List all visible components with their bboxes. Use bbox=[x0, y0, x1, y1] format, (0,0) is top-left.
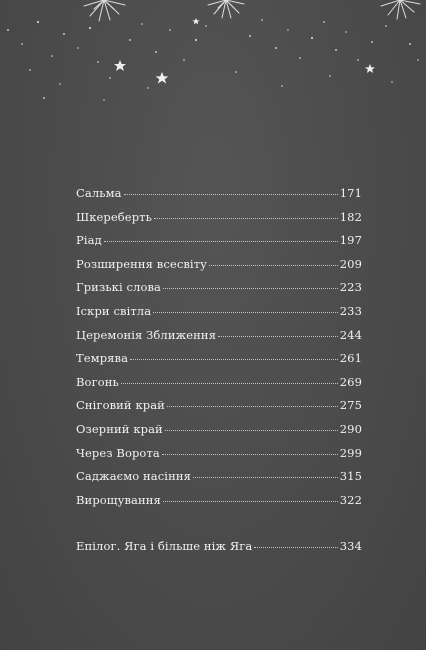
toc-title: Саджаємо насіння bbox=[76, 469, 191, 484]
toc-title: Через Ворота bbox=[76, 445, 160, 460]
toc-page-number: 299 bbox=[339, 445, 362, 460]
toc-page-number: 223 bbox=[339, 280, 362, 295]
toc-entry bbox=[76, 469, 362, 493]
dot-leader bbox=[165, 430, 338, 431]
dot-leader bbox=[209, 265, 338, 266]
dot-leader bbox=[167, 406, 338, 407]
toc-page-number: 275 bbox=[339, 398, 362, 413]
toc-title: Шкереберть bbox=[76, 209, 152, 224]
toc-title: Вогонь bbox=[76, 374, 119, 389]
toc-title: Озерний край bbox=[76, 421, 163, 436]
toc-page-number: 334 bbox=[339, 539, 362, 554]
toc-page-number: 233 bbox=[339, 303, 362, 318]
toc-page-number: 209 bbox=[339, 256, 362, 271]
toc-entry bbox=[76, 257, 362, 281]
dot-leader bbox=[121, 383, 338, 384]
toc-entry-epilogue bbox=[76, 539, 362, 563]
dot-leader bbox=[162, 454, 338, 455]
toc-entry bbox=[76, 375, 362, 399]
toc-title: Темрява bbox=[76, 351, 129, 366]
toc-page-number: 315 bbox=[339, 469, 362, 484]
toc-page-number: 182 bbox=[339, 209, 362, 224]
toc-page-number: 290 bbox=[339, 421, 362, 436]
toc-entry bbox=[76, 304, 362, 328]
toc-entry bbox=[76, 446, 362, 470]
toc-title: Вирощування bbox=[76, 492, 161, 507]
toc-title: Епілог. Яга і більше ніж Яга bbox=[76, 539, 253, 554]
toc-title: Сніговий край bbox=[76, 398, 165, 413]
toc-entry bbox=[76, 398, 362, 422]
fireworks-stars-icon bbox=[0, 0, 426, 120]
dot-leader bbox=[124, 194, 338, 195]
toc-entry bbox=[76, 280, 362, 304]
dot-leader bbox=[218, 336, 338, 337]
dot-leader bbox=[154, 218, 338, 219]
toc-title: Сальма bbox=[76, 186, 122, 200]
toc-title: Гризькі слова bbox=[76, 280, 161, 295]
dot-leader bbox=[104, 241, 338, 242]
toc-entry bbox=[76, 422, 362, 446]
toc-page-number: 261 bbox=[339, 351, 362, 366]
toc-title: Іскри світла bbox=[76, 303, 152, 318]
toc-entry bbox=[76, 233, 362, 257]
dot-leader bbox=[130, 359, 338, 360]
toc-page-number: 322 bbox=[339, 492, 362, 507]
dot-leader bbox=[163, 288, 338, 289]
toc-entry bbox=[76, 493, 362, 517]
toc-page-number: 269 bbox=[339, 374, 362, 389]
toc-entry bbox=[76, 186, 362, 210]
dot-leader bbox=[163, 501, 338, 502]
toc-page-number: 171 bbox=[339, 186, 362, 200]
toc-title: Розширення всесвіту bbox=[76, 256, 208, 271]
toc-entry bbox=[76, 328, 362, 352]
dot-leader bbox=[254, 547, 337, 548]
table-of-contents bbox=[76, 186, 362, 563]
toc-title: Ріад bbox=[76, 233, 102, 248]
toc-entry bbox=[76, 210, 362, 234]
toc-page-number: 244 bbox=[339, 327, 362, 342]
toc-title: Церемонія Зближення bbox=[76, 327, 217, 342]
toc-entry bbox=[76, 351, 362, 375]
toc-page-number: 197 bbox=[339, 233, 362, 248]
dot-leader bbox=[153, 312, 338, 313]
dot-leader bbox=[193, 477, 338, 478]
